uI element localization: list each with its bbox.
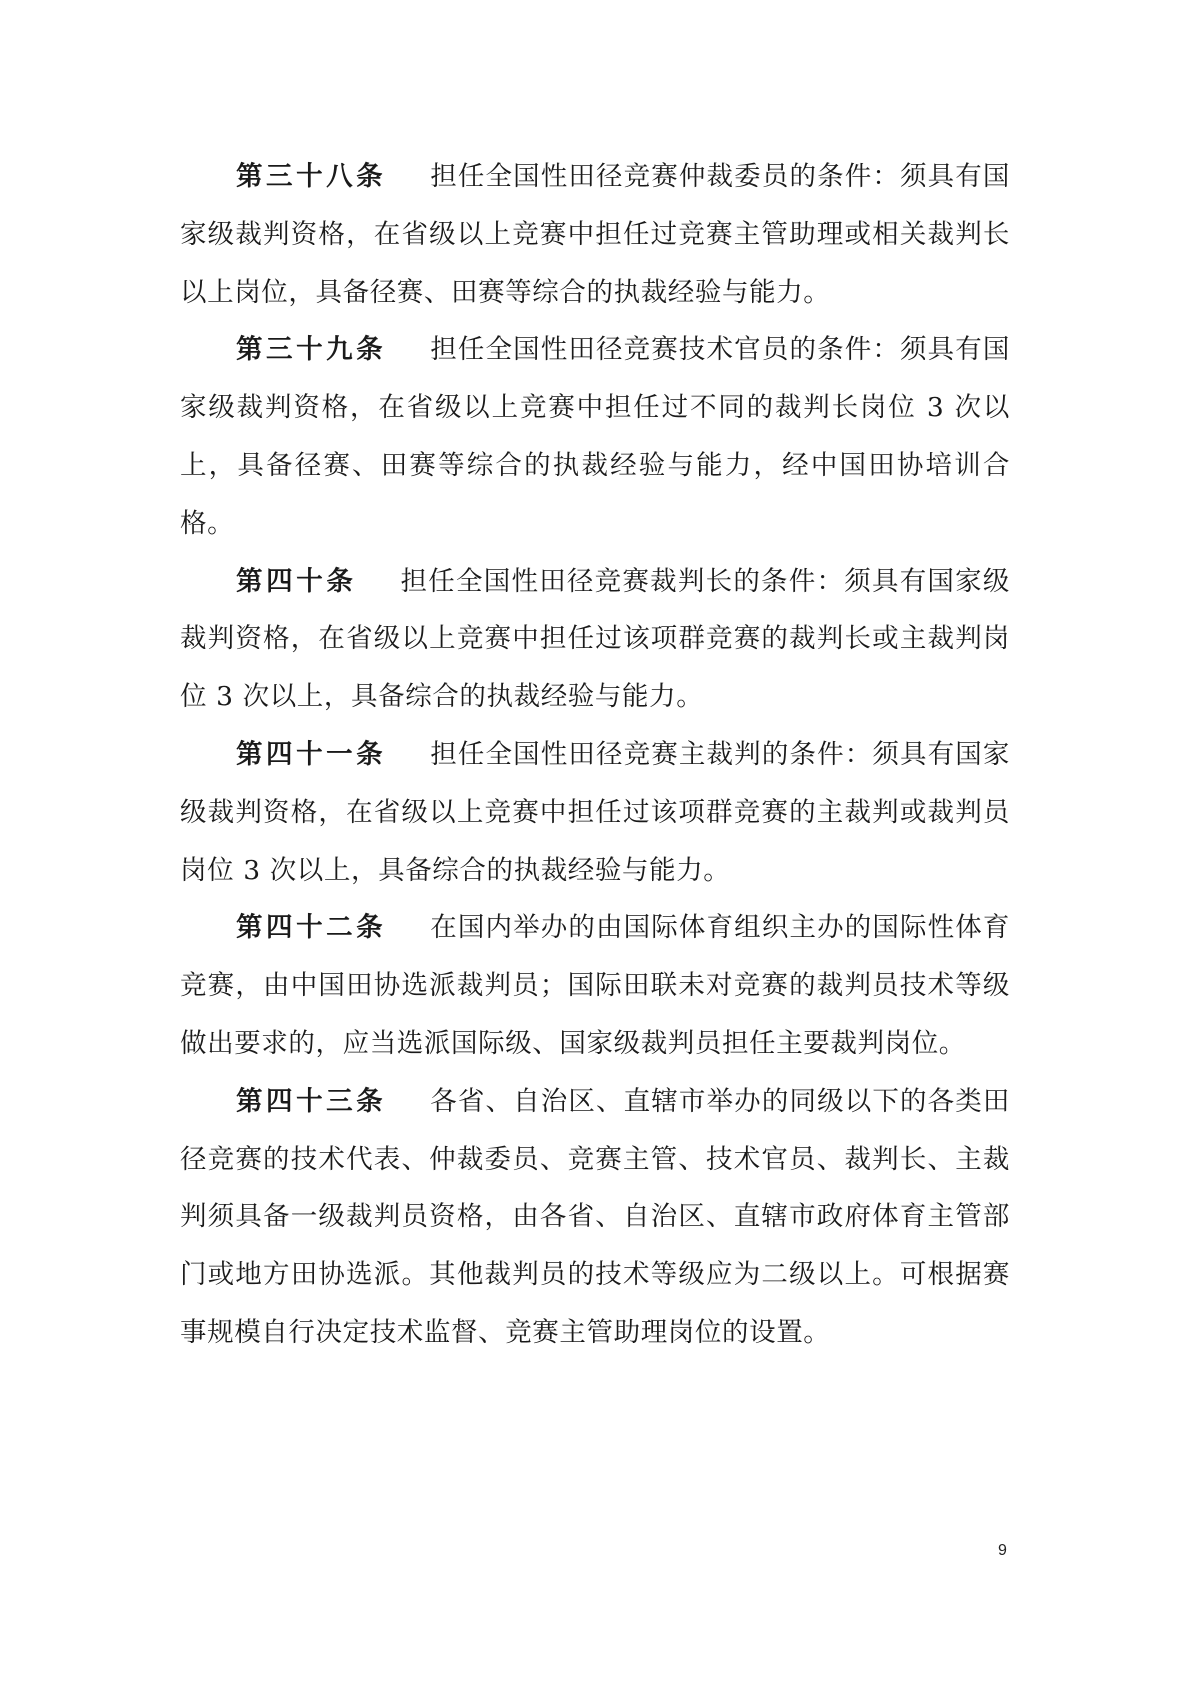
article-number: 第四十二条: [236, 912, 387, 944]
article-text: 担任全国性田径竞赛仲裁委员的条件：须具有国家级裁判资格，在省级以上竞赛中担任过竞赛主管助理或相关裁判长以上岗位，具备径赛、田赛等综合的执裁经验与能力。: [180, 161, 1010, 308]
article-text: 担任全国性田径竞赛技术官员的条件：须具有国家级裁判资格，在省级以上竞赛中担任过不同的裁判长岗位 3 次以上，具备径赛、田赛等综合的执裁经验与能力，经中国田协培训合格。: [180, 334, 1010, 539]
article-number: 第四十条: [236, 565, 357, 597]
article-text: 担任全国性田径竞赛裁判长的条件：须具有国家级裁判资格，在省级以上竞赛中担任过该项群竞赛的裁判长或主裁判岗位 3 次以上，具备综合的执裁经验与能力。: [180, 565, 1011, 713]
article-number: 第四十一条: [236, 738, 387, 770]
article-39: [180, 321, 1010, 552]
article-number: 第四十三条: [236, 1085, 387, 1117]
article-41: [180, 726, 1010, 899]
article-38: [180, 148, 1010, 321]
article-43: [180, 1073, 1010, 1362]
regulation-body: [180, 148, 1010, 1362]
article-text: 在国内举办的由国际体育组织主办的国际性体育竞赛，由中国田协选派裁判员；国际田联未对竞赛的裁判员技术等级做出要求的，应当选派国际级、国家级裁判员担任主要裁判岗位。: [180, 912, 1010, 1059]
article-42: [180, 899, 1010, 1072]
article-text: 担任全国性田径竞赛主裁判的条件：须具有国家级裁判资格，在省级以上竞赛中担任过该项群竞赛的主裁判或裁判员岗位 3 次以上，具备综合的执裁经验与能力。: [180, 738, 1010, 886]
article-number: 第三十九条: [236, 334, 387, 366]
page-number: 9: [998, 1542, 1007, 1559]
article-40: [180, 553, 1010, 726]
article-number: 第三十八条: [236, 161, 387, 192]
article-text: 各省、自治区、直辖市举办的同级以下的各类田径竞赛的技术代表、仲裁委员、竞赛主管、技术官员、裁判长、主裁判须具备一级裁判员资格，由各省、自治区、直辖市政府体育主管部门或地方田协选派。其他裁判员的技术等级应为二级以上。可根据赛事规模自行决定技术监督、竞赛主管助理岗位的设置。: [180, 1085, 1010, 1348]
